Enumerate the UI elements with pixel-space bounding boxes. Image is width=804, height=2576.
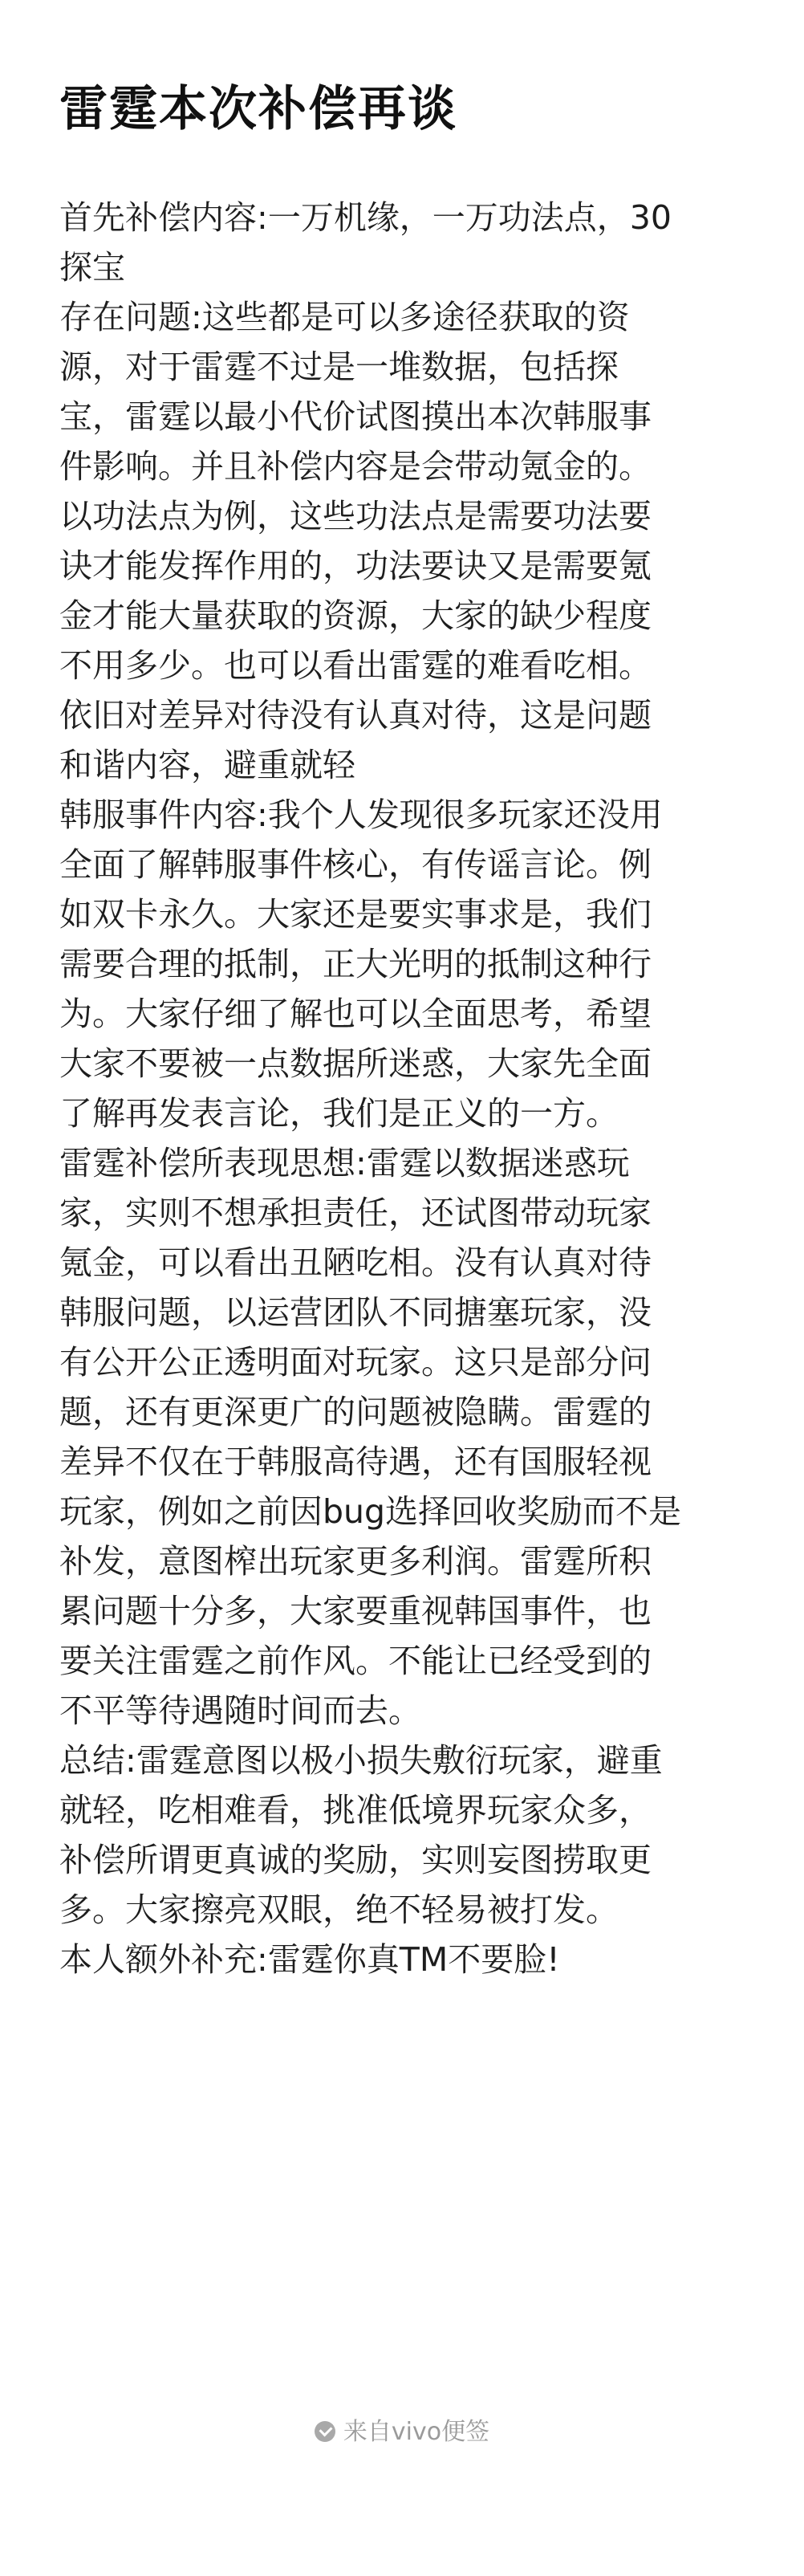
paragraph-thinking: 雷霆补偿所表现思想:雷霆以数据迷惑玩 家，实则不想承担责任，还试图带动玩家 氪金，可以看出丑陋吃相。没有认真对待 韩服问题，以运营团队不同搪塞玩家，没 有公开公正透明面对玩家。这只是部分问 题，还有更深更广的问题被隐瞒。雷霆的 差异不仅在于韩服高待遇，还有国服轻视 玩家，例如之前因bug选择回收奖励而不是 补发，意图榨出玩家更多利润。雷霆所积 累问题十分多，大家要重视韩国事件，也 要关注雷霆之前作风。不能让已经受到的 不平等待遇随时间而去。: [59, 1144, 682, 1730]
footer-source-label: 来自vivo便签: [343, 2418, 490, 2446]
paragraph-summary: 总结:雷霆意图以极小损失敷衍玩家，避重 就轻，吃相难看，挑准低境界玩家众多， 补偿所谓更真诚的奖励，实则妄图捞取更 多。大家擦亮双眼，绝不轻易被打发。: [59, 1741, 663, 1929]
paragraph-kr-server-event: 韩服事件内容:我个人发现很多玩家还没用 全面了解韩服事件核心，有传谣言论。例 如双卡永久。大家还是要实事求是，我们 需要合理的抵制，正大光明的抵制这种行 为。大家仔细了解也可以全面思考，希望 大家不要被一点数据所迷惑，大家先全面 了解再发表言论，我们是正义的一方。: [59, 796, 663, 1133]
paragraph-problems: 存在问题:这些都是可以多途径获取的资 源，对于雷霆不过是一堆数据，包括探 宝，雷霆以最小代价试图摸出本次韩服事 件影响。并且补偿内容是会带动氪金的。 以功法点为例，这些功法点是需要功法要 诀才能发挥作用的，功法要诀又是需要氪 金才能大量获取的资源，大家的缺少程度 不用多少。也可以看出雷霆的难看吃相。 依旧对差异对待没有认真对待，这是问题 和谐内容，避重就轻: [59, 298, 652, 784]
note-content: [59, 0, 757, 1984]
app-footer: [0, 2416, 804, 2448]
note-body: [59, 193, 757, 1984]
vivo-notes-check-icon: [315, 2421, 335, 2442]
paragraph-addendum: 本人额外补充:雷霆你真TM不要脸!: [59, 1940, 560, 1979]
note-title: 雷霆本次补偿再谈: [59, 81, 457, 137]
paragraph-compensation: 首先补偿内容:一万机缘，一万功法点，30 探宝: [59, 198, 672, 287]
